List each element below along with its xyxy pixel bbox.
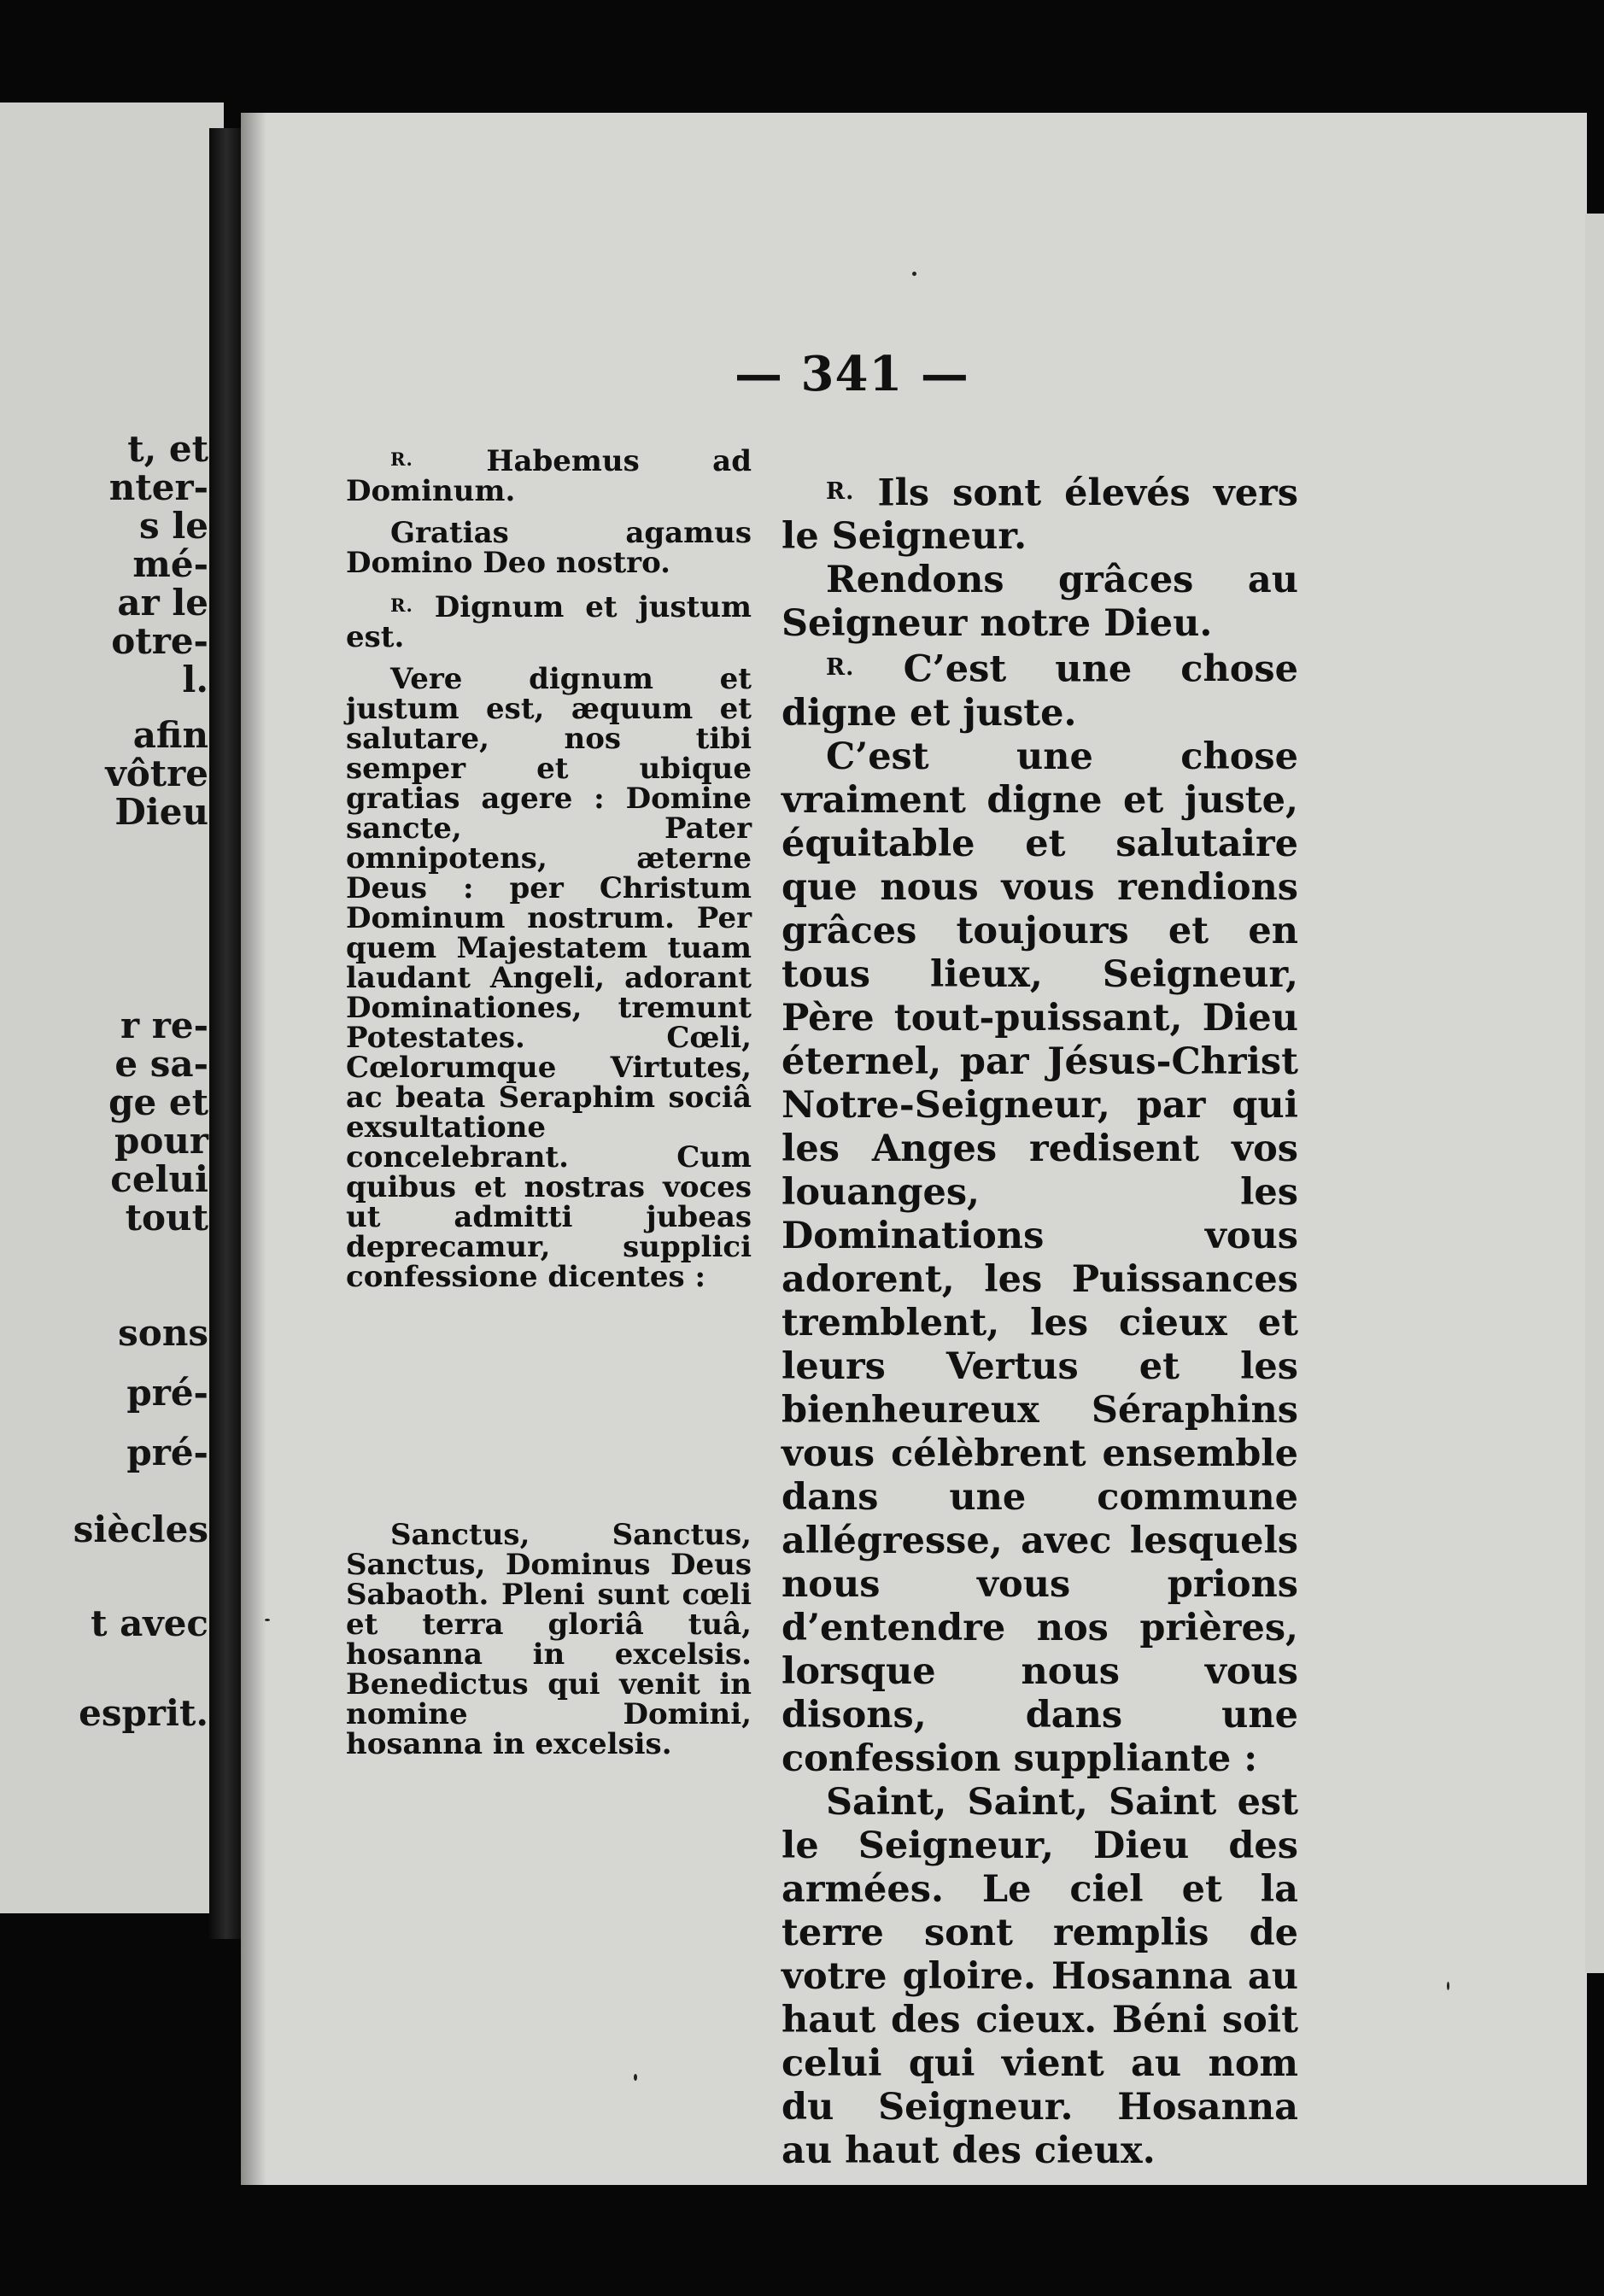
dust-speck — [265, 1619, 270, 1621]
french-text: C’est une chose digne et juste. — [782, 647, 1298, 735]
french-preface — [782, 735, 1298, 1781]
latin-column — [346, 443, 752, 1761]
left-page-line: siècles — [73, 1508, 208, 1550]
left-page-line: sons — [118, 1312, 208, 1354]
left-page-line: s le — [139, 505, 208, 547]
french-response — [782, 470, 1298, 559]
french-sanctus — [782, 1781, 1298, 2173]
left-page-line: nter- — [108, 466, 208, 508]
latin-text: Dignum et justum est. — [346, 589, 752, 654]
previous-page-fragment — [0, 102, 224, 1913]
response-marker: R. — [390, 448, 413, 470]
left-page-line: e sa- — [114, 1043, 208, 1085]
response-marker: R. — [826, 478, 855, 505]
response-marker: R. — [390, 594, 413, 616]
dust-speck — [1447, 1982, 1449, 1990]
latin-preface — [346, 661, 752, 1294]
latin-paragraph — [346, 515, 752, 580]
left-page-line: ar le — [117, 582, 208, 624]
dust-speck — [634, 2074, 637, 2081]
next-page-edge — [1585, 214, 1604, 1973]
left-page-line: esprit. — [79, 1692, 208, 1734]
latin-sanctus: Sanctus, Sanctus, Sanctus, Dominus Deus Sabaoth. Pleni sunt cœli et terra gloriâ tuâ, hosanna in excelsis. Benedictus qui venit in nomine Domini, hosanna in excelsis. — [346, 1518, 752, 1761]
page-number: — 341 — — [735, 346, 969, 402]
left-page-line: t avec — [91, 1602, 208, 1644]
left-page-line: afin — [132, 714, 208, 756]
latin-response — [346, 590, 752, 653]
french-text: Ils sont élevés vers le Seigneur. — [782, 472, 1298, 559]
left-page-line: celui — [110, 1158, 208, 1200]
left-page-line: Dieu — [114, 791, 208, 833]
left-page-line: vôtre — [105, 753, 208, 794]
book-gutter — [209, 128, 243, 1939]
page-shadow — [241, 113, 266, 2185]
left-page-line: pré- — [126, 1432, 208, 1473]
french-text: Saint, Saint, Saint est le Seigneur, Dieu des armées. Le ciel et la terre sont remplis de votre gloire. Hosanna au haut des cieux. Béni soit celui qui vient au nom du Seigneur. Hosanna au haut des cieux. — [782, 1780, 1298, 2172]
latin-text: Vere dignum et justum est, æquum et salutare, nos tibi semper et ubique gratias agere : Domine sancte, Pater omnipotens, æterne Deus : per Christum Dominum nostrum. Per quem Majestatem tuam laudant Angeli, adorant Dominationes, tremunt Potestates. Cœli, Cœlorumque Virtutes, ac beata Seraphim sociâ exsultatione concelebrant. Cum quibus et nostras voces ut admitti jubeas deprecamur, supplici confessione dicentes : — [346, 661, 752, 1294]
left-page-line: r re- — [120, 1004, 208, 1046]
left-page-line: l. — [182, 659, 208, 700]
left-page-line: ge et — [108, 1081, 208, 1123]
dust-speck — [912, 272, 916, 276]
left-page-line: tout — [125, 1197, 208, 1239]
left-page-line: t, et — [127, 428, 208, 470]
left-page-line: otre- — [111, 620, 208, 662]
response-marker: R. — [826, 654, 855, 682]
french-column — [782, 470, 1298, 2173]
french-paragraph — [782, 559, 1298, 646]
latin-response — [346, 444, 752, 507]
french-response — [782, 646, 1298, 735]
left-page-line: pré- — [126, 1372, 208, 1414]
latin-text: Gratias agamus Domino Deo nostro. — [346, 515, 752, 580]
french-text: Rendons grâces au Seigneur notre Dieu. — [782, 559, 1298, 646]
latin-text: Habemus ad Dominum. — [346, 443, 752, 508]
left-page-line: pour — [114, 1120, 208, 1162]
left-page-line: mé- — [132, 543, 208, 585]
french-text: C’est une chose vraiment digne et juste, équitable et salutaire que nous vous rendions grâces toujours et en tous lieux, Seigneur, Père tout-puissant, Dieu éternel, par Jésus-Christ Notre-Seigneur, par qui les Anges redisent vos louanges, les Dominations vous adorent, les Puissances tremblent, les cieux et leurs Vertus et les bienheureux Séraphins vous célèbrent ensemble dans une commune allégresse, avec lesquels nous vous prions d’entendre nos prières, lorsque nous vous disons, dans une confession suppliante : — [782, 735, 1298, 1780]
